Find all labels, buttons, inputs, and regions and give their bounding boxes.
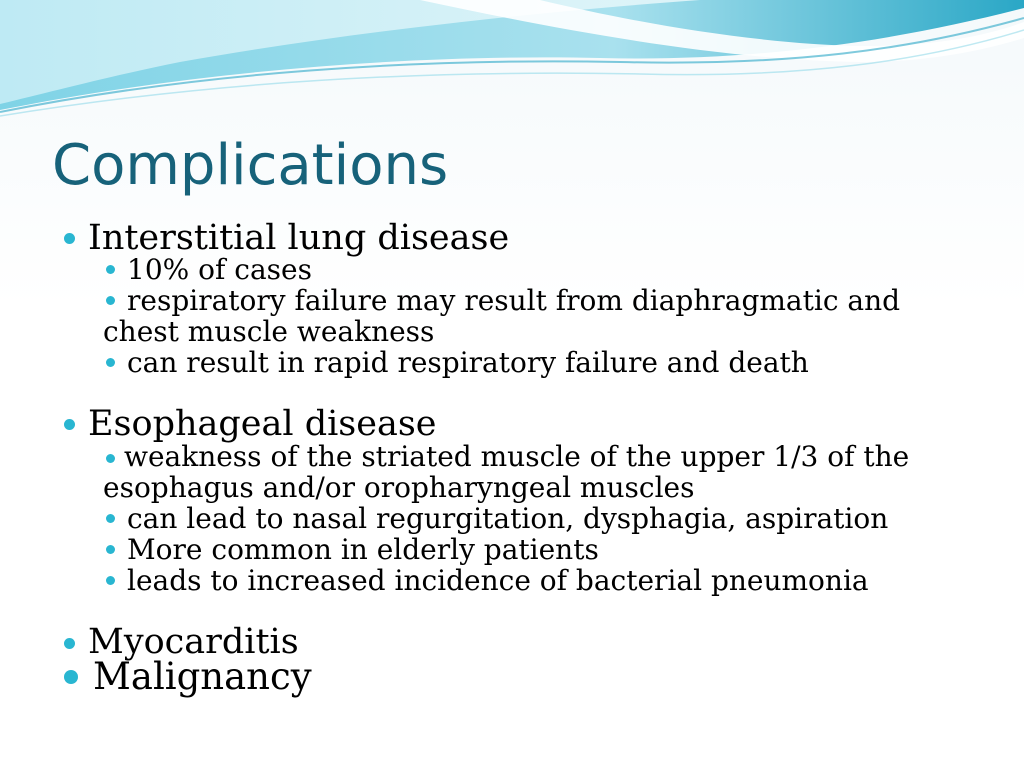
- bullet-dot-icon: [64, 233, 75, 244]
- sub-bullet-text: respiratory failure may result from diaphragmatic and: [127, 284, 901, 317]
- bullet-dot-icon: [106, 514, 115, 523]
- sub-bullet-text: 10% of cases: [127, 253, 312, 286]
- bullet-dot-icon: [106, 454, 115, 463]
- bullet-dot-icon: [64, 419, 75, 430]
- sub-bullet-text: can lead to nasal regurgitation, dysphagia, aspiration: [127, 502, 889, 535]
- sub-bullet-text-continued: chest muscle weakness: [103, 315, 435, 348]
- bullet-heading-esophageal-disease: Esophageal disease: [88, 404, 437, 444]
- bullet-heading-malignancy: Malignancy: [93, 655, 312, 698]
- bullet-dot-icon: [106, 576, 115, 585]
- slide-title: Complications: [52, 133, 449, 198]
- bullet-heading-myocarditis: Myocarditis: [88, 622, 299, 662]
- header-wave-decoration: [0, 0, 1024, 120]
- sub-bullet-text: can result in rapid respiratory failure and death: [127, 346, 809, 379]
- sub-bullet-text: leads to increased incidence of bacterial pneumonia: [127, 564, 869, 597]
- bullet-dot-icon: [106, 545, 115, 554]
- bullet-dot-icon: [64, 638, 75, 649]
- bullet-dot-icon: [106, 296, 115, 305]
- sub-bullet-text: weakness of the striated muscle of the upper 1/3 of the: [124, 440, 910, 473]
- sub-bullet-text: More common in elderly patients: [127, 533, 599, 566]
- bullet-heading-interstitial-lung-disease: Interstitial lung disease: [88, 218, 510, 258]
- bullet-dot-icon: [106, 265, 115, 274]
- bullet-dot-icon: [64, 670, 78, 684]
- bullet-dot-icon: [106, 358, 115, 367]
- sub-bullet-text-continued: esophagus and/or oropharyngeal muscles: [103, 471, 695, 504]
